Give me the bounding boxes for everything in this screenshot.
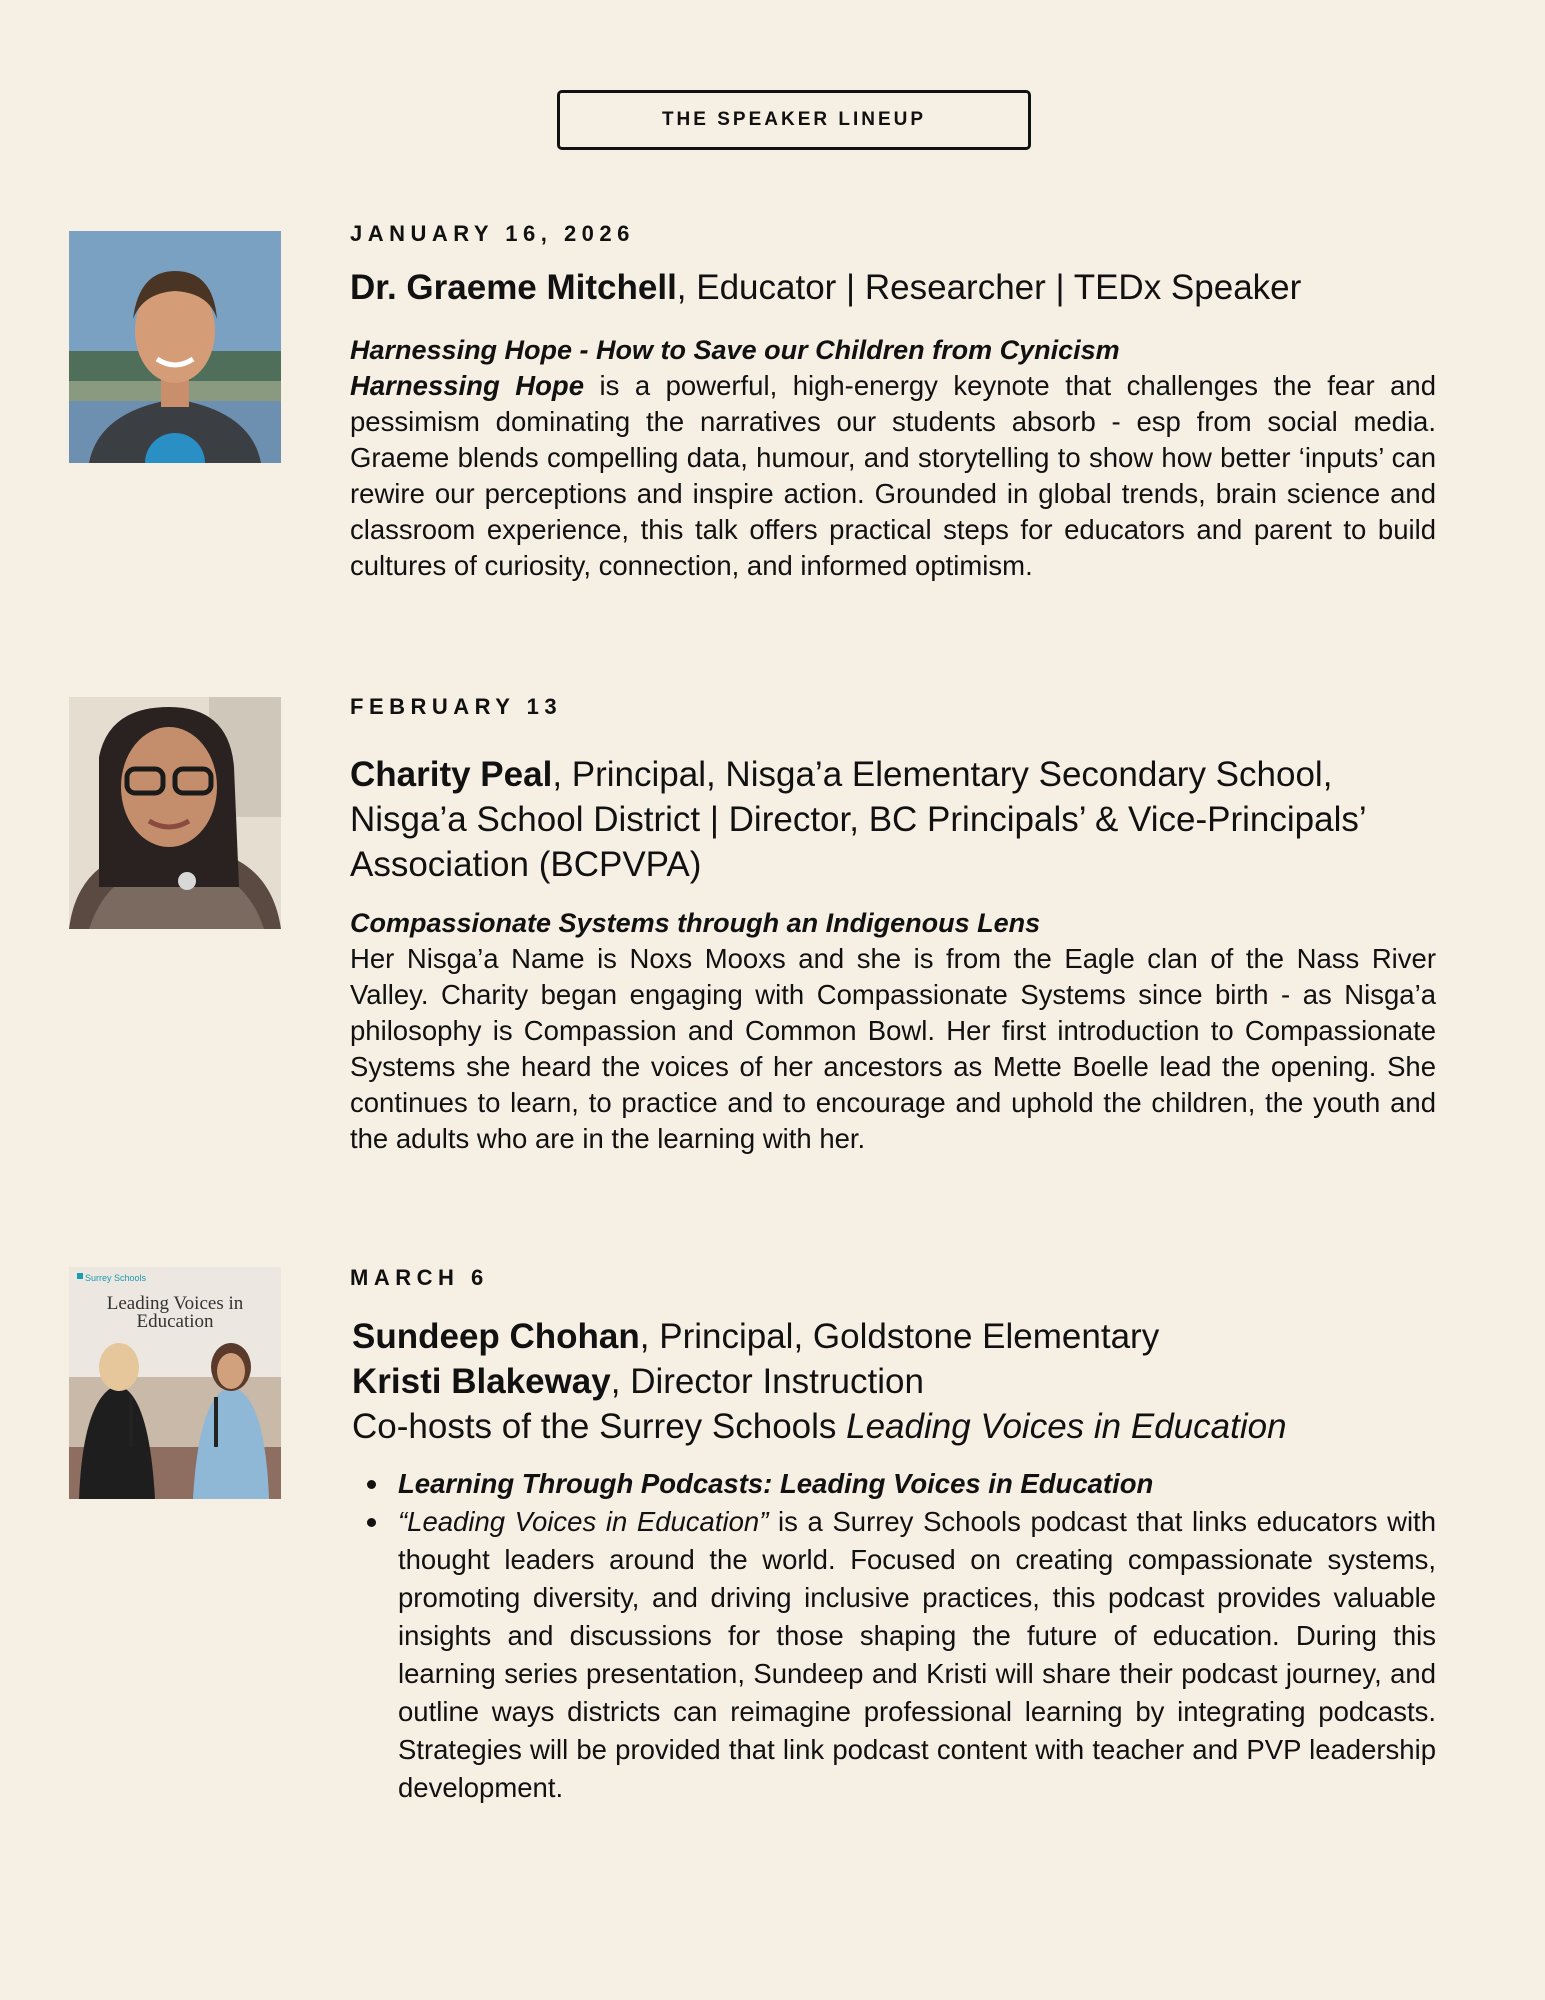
talk-title: Harnessing Hope - How to Save our Children from Cynicism xyxy=(350,335,1120,365)
speaker-name-line xyxy=(350,265,1436,310)
portrait-man-image xyxy=(69,231,281,463)
portrait-woman-image xyxy=(69,697,281,929)
page-title-box xyxy=(557,90,1031,150)
speaker-names xyxy=(352,1314,1436,1449)
speaker-name-line-2 xyxy=(352,1359,1436,1404)
podcast-cover-art xyxy=(69,1267,281,1499)
talk-description-lead: “Leading Voices in Education” xyxy=(398,1506,769,1537)
speaker-name-line xyxy=(350,752,1436,887)
talk-title: Compassionate Systems through an Indigenous Lens xyxy=(350,908,1041,938)
cover-title-line-1: Leading Voices in xyxy=(106,1293,244,1314)
talk-bullets xyxy=(350,1465,1436,1807)
cover-brand: Surrey Schools xyxy=(85,1273,147,1283)
speaker-photo-charity xyxy=(69,697,281,929)
speaker-name: Charity Peal xyxy=(350,755,553,794)
cover-title-line-2: Education xyxy=(136,1311,214,1332)
speaker-role: , Educator | Researcher | TEDx Speaker xyxy=(676,268,1302,307)
bullet-talk-description xyxy=(398,1503,1436,1807)
speaker-name-line-1 xyxy=(352,1314,1436,1359)
speaker-name-2: Kristi Blakeway xyxy=(352,1362,611,1401)
speaker-date: JANUARY 16, 2026 xyxy=(350,221,635,246)
cohost-show: Leading Voices in Education xyxy=(846,1407,1287,1446)
speaker-name: Dr. Graeme Mitchell xyxy=(350,268,677,307)
talk-description-text: is a Surrey Schools podcast that links educators with thought leaders around the world. Focused on creating compassionate systems, promoting diversity, and driving inclusive practices, this podcast provides valuable insights and discussions for those shaping the future of education. During this learning series presentation, Sundeep and Kristi will share their podcast journey, and outline ways districts can reimagine professional learning by integrating podcasts. Strategies will be provided that link podcast content with teacher and PVP leadership development. xyxy=(398,1506,1436,1803)
speaker-role-1: , Principal, Goldstone Elementary xyxy=(639,1317,1160,1356)
speaker-role: , Principal, Nisga’a Elementary Secondary School, Nisga’a School District | Director, BC Principals’ & Vice-Principals’ Association (BCPVPA) xyxy=(350,755,1366,884)
talk-title: Learning Through Podcasts: Leading Voices in Education xyxy=(398,1468,1154,1499)
speaker-date: FEBRUARY 13 xyxy=(350,694,563,719)
cohost-prefix: Co-hosts of the Surrey Schools xyxy=(352,1407,847,1446)
speaker-role-2: , Director Instruction xyxy=(610,1362,924,1401)
speaker-date: MARCH 6 xyxy=(350,1265,489,1290)
talk-description xyxy=(350,368,1436,584)
speaker-name-1: Sundeep Chohan xyxy=(352,1317,640,1356)
bullet-talk-title xyxy=(398,1465,1436,1503)
podcast-cover-image xyxy=(69,1267,281,1499)
talk-description-lead: Harnessing Hope xyxy=(350,370,585,401)
cohost-line xyxy=(352,1404,1436,1449)
page-title: THE SPEAKER LINEUP xyxy=(661,109,927,130)
talk-description-text: is a powerful, high-energy keynote that challenges the fear and pessimism dominating the narratives our students absorb - esp from social media. Graeme blends compelling data, humour, and storytelling to show how better ‘inputs’ can rewire our perceptions and inspire action. Grounded in global trends, brain science and classroom experience, this talk offers practical steps for educators and parent to build cultures of curiosity, connection, and informed optimism. xyxy=(350,370,1436,581)
speaker-photo-graeme xyxy=(69,231,281,463)
talk-description: Her Nisga’a Name is Noxs Mooxs and she is from the Eagle clan of the Nass River Valley. Charity began engaging with Compassionate Systems since birth - as Nisga’a philosophy is Compassion and Common Bowl. Her first introduction to Compassionate Systems she heard the voices of her ancestors as Mette Boelle lead the opening. She continues to learn, to practice and to encourage and uphold the children, the youth and the adults who are in the learning with her. xyxy=(350,943,1436,1154)
